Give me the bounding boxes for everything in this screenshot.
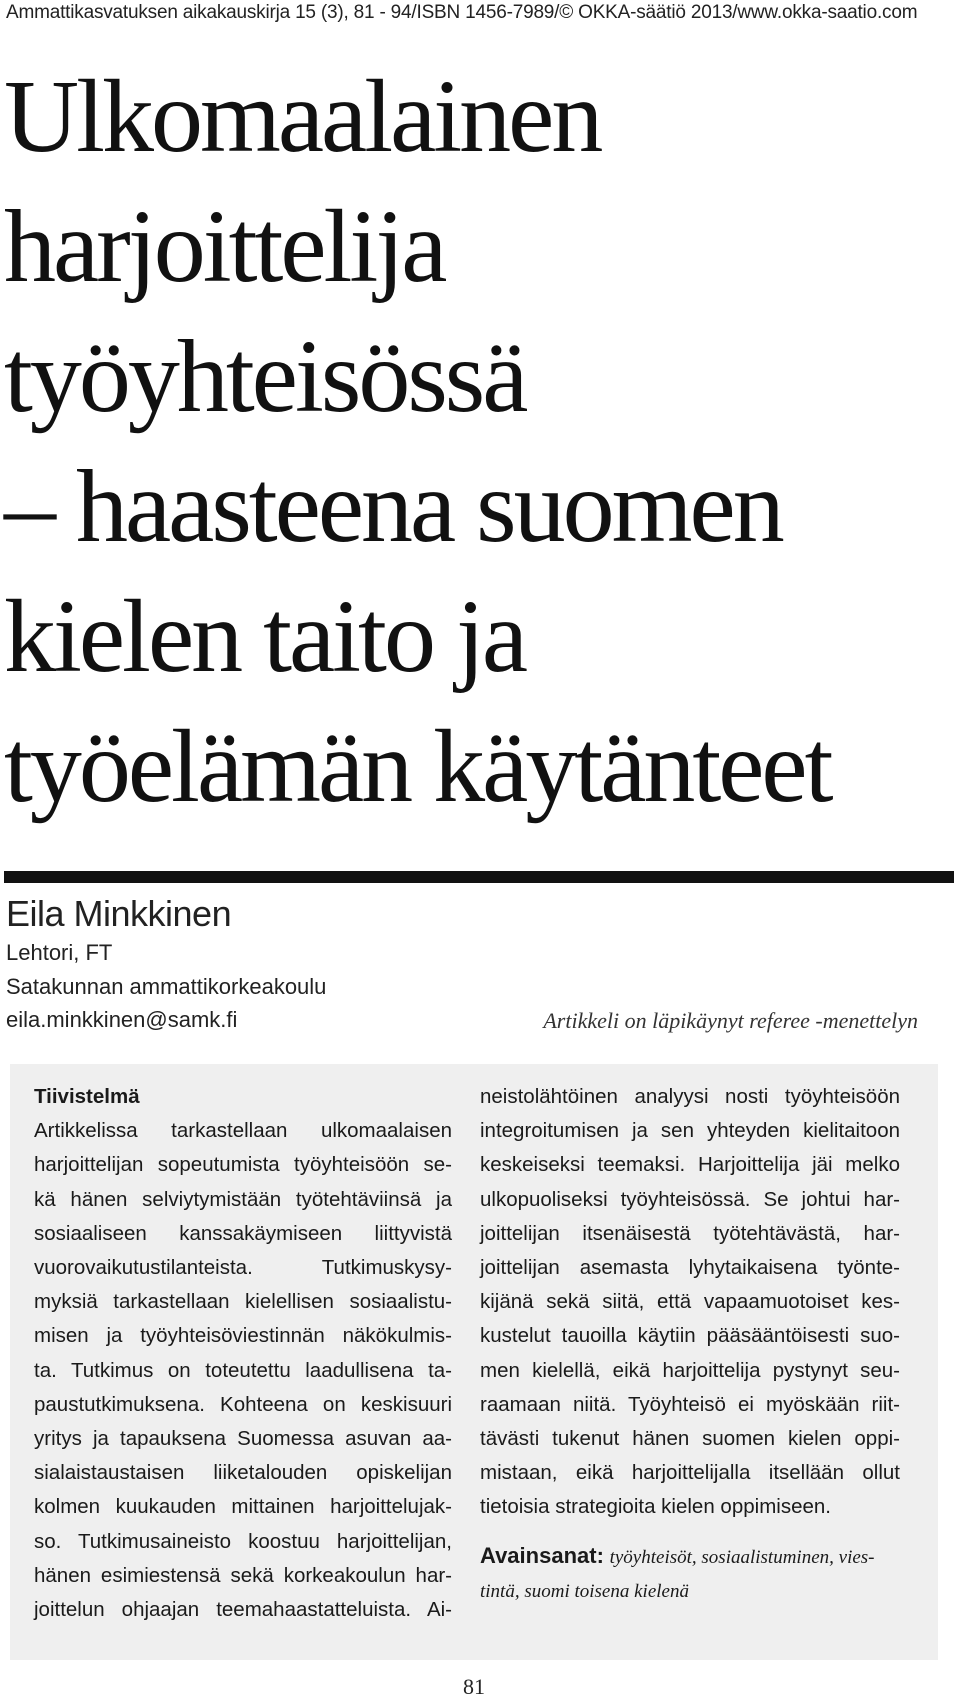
title-line: harjoittelija: [4, 189, 445, 304]
title-line: – haasteena suomen: [4, 449, 782, 564]
abstract-line: ulkopuoliseksi työyhteisössä. Se johtui har-: [480, 1187, 900, 1211]
article-title: [4, 52, 954, 832]
abstract-line: yritys ja tapauksena Suomessa asuvan aa-: [34, 1427, 452, 1451]
abstract-line: ta. Tutkimus on toteutettu laadullisena ta-: [34, 1358, 452, 1382]
abstract-line: kijänä sekä siitä, että vapaamuotoiset kes-: [480, 1290, 900, 1314]
abstract-line: myksiä tarkastellaan kielellisen sosiaalistu-: [34, 1290, 452, 1314]
abstract-line: kolmen kuukauden mittainen harjoittelujak-: [34, 1495, 452, 1519]
abstract-line: so. Tutkimusaineisto koostuu harjoittelijan,: [34, 1529, 452, 1553]
author-position: Lehtori, FT: [6, 940, 113, 965]
abstract-line: kustelut tauoilla käytiin pääsääntöisesti suo-: [480, 1324, 900, 1348]
title-line: Ulkomaalainen: [4, 59, 601, 174]
abstract-line: tietoisia strategioita kielen oppimiseen.: [480, 1495, 831, 1519]
abstract-line: men kielellä, eikä harjoittelija pystynyt seu-: [480, 1358, 900, 1382]
page-number: 81: [463, 1674, 485, 1699]
abstract-line: misen ja työyhteisöviestinnän näkökulmis-: [34, 1324, 452, 1348]
keywords-text-continued: tintä, suomi toisena kielenä: [480, 1580, 689, 1602]
journal-citation: Ammattikasvatuksen aikakauskirja 15 (3), 81 - 94/ISBN 1456-7989/© OKKA-säätiö 2013/www.okka-saatio.com: [6, 2, 918, 23]
abstract-heading: Tiivistelmä: [34, 1085, 140, 1108]
abstract-line: tävästi tukenut hänen suomen kielen oppi-: [480, 1427, 900, 1451]
abstract-line: sosiaaliseen kanssakäymiseen liittyvistä: [34, 1221, 452, 1245]
keywords: [480, 1539, 900, 1575]
title-line: kielen taito ja: [4, 579, 526, 694]
abstract-left-column: [34, 1080, 452, 1627]
author-institution: Satakunnan ammattikorkeakoulu: [6, 974, 327, 999]
keywords-spacer: [480, 1525, 900, 1539]
abstract-line: keskeiseksi teemaksi. Harjoittelija jäi melko: [480, 1153, 900, 1177]
abstract-line: harjoittelijan sopeutumista työyhteisöön se-: [34, 1153, 452, 1177]
title-line: työelämän käytänteet: [4, 709, 831, 824]
abstract-line: joittelijan itsenäisestä työtehtävästä, har-: [480, 1221, 900, 1245]
abstract-line: joittelijan asemasta lyhytaikaisena työnte-: [480, 1256, 900, 1280]
author-email[interactable]: eila.minkkinen@samk.fi: [6, 1007, 238, 1032]
abstract-line: kä hänen selviytymistään työtehtäviinsä ja: [34, 1187, 452, 1211]
abstract-line: vuorovaikutustilanteista. Tutkimuskysy-: [34, 1256, 452, 1280]
abstract-line: integroitumisen ja sen yhteyden kielitaitoon: [480, 1119, 900, 1143]
abstract-line: raamaan niitä. Työyhteisö ei myöskään riit-: [480, 1392, 900, 1416]
author-name: Eila Minkkinen: [6, 893, 232, 934]
abstract-line: hänen esimiestensä sekä korkeakoulun har-: [34, 1563, 452, 1587]
keywords-text: työyhteisöt, sosiaalistuminen, vies-: [609, 1546, 875, 1568]
abstract-line: joittelun ohjaajan teemahaastatteluista. Ai-: [34, 1598, 452, 1622]
title-line: työyhteisössä: [4, 319, 526, 434]
title-divider: [4, 871, 954, 883]
abstract-line: neistolähtöinen analyysi nosti työyhteisöön: [480, 1085, 900, 1108]
abstract-right-column: [480, 1080, 900, 1609]
keywords-label: Avainsanat:: [480, 1542, 604, 1568]
referee-note: Artikkeli on läpikäynyt referee -menettelyn: [543, 1008, 918, 1033]
abstract-line: mistaan, eikä harjoittelijalla itsellään ollut: [480, 1461, 900, 1485]
abstract-line: paustutkimuksena. Kohteena on keskisuuri: [34, 1392, 452, 1416]
abstract-line: Artikkelissa tarkastellaan ulkomaalaisen: [34, 1119, 452, 1143]
abstract-line: sialaistaustaisen liiketalouden opiskelijan: [34, 1461, 452, 1485]
